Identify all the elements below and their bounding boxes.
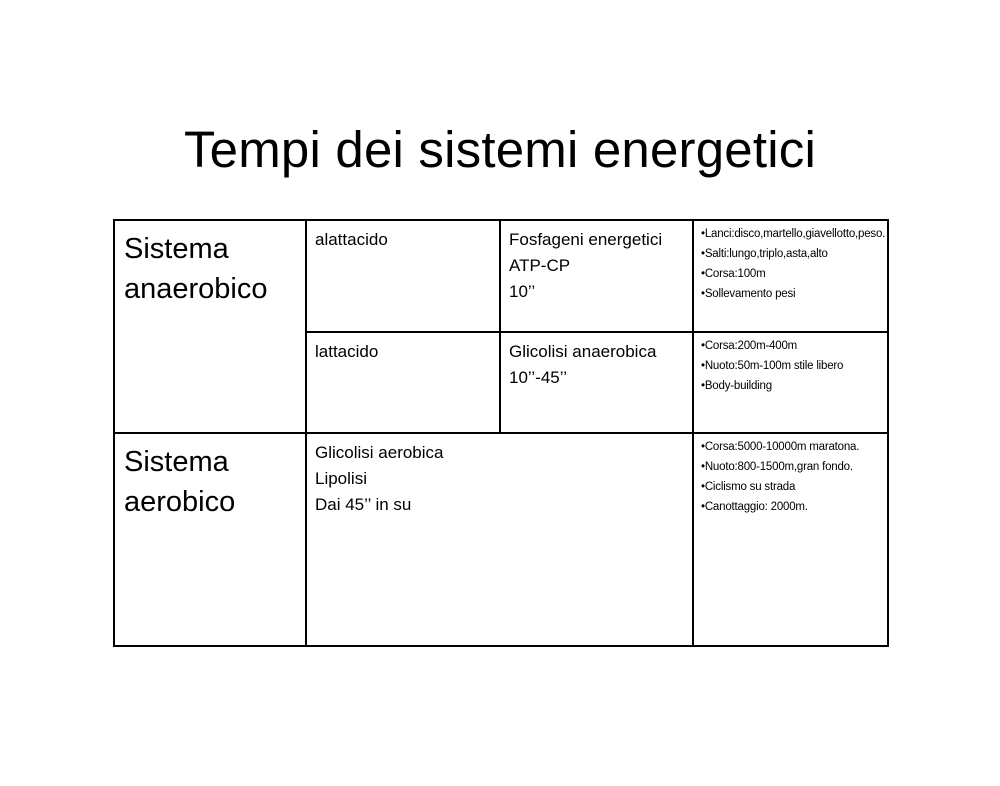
- aerobic-system-label-line2: aerobico: [124, 485, 236, 518]
- lactic-example-item: •Nuoto:50m-100m stile libero: [701, 359, 844, 372]
- alactic-example-item: •Corsa:100m: [701, 268, 766, 280]
- lactic-example-item: •Corsa:200m-400m: [701, 339, 798, 352]
- alactic-source-line1: Fosfageni energetici: [509, 230, 663, 249]
- aerobic-source-cell: [306, 433, 693, 646]
- aerobic-source-line2: Lipolisi: [315, 468, 367, 488]
- alactic-source-line2: ATP-CP: [509, 256, 571, 275]
- aerobic-source-line3: Dai 45’’ in su: [315, 494, 412, 514]
- aerobic-example-item: •Nuoto:800-1500m,gran fondo.: [701, 460, 853, 473]
- lactic-source-cell: [500, 332, 693, 433]
- table-row-alactic: [114, 220, 888, 332]
- alactic-source-cell: [500, 220, 693, 332]
- alactic-source-line3: 10’’: [509, 282, 536, 301]
- aerobic-example-item: •Corsa:5000-10000m maratona.: [701, 440, 860, 453]
- table-row-aerobic: [114, 433, 888, 646]
- lactic-example-item: •Body-building: [701, 379, 772, 392]
- alactic-example-item: •Salti:lungo,triplo,asta,alto: [701, 248, 828, 260]
- aerobic-example-item: •Canottaggio: 2000m.: [701, 500, 808, 513]
- aerobic-source-line1: Glicolisi aerobica: [315, 442, 444, 462]
- page-title: Tempi dei sistemi energetici: [183, 121, 817, 178]
- alactic-example-item: •Sollevamento pesi: [701, 288, 796, 300]
- lactic-examples-cell: [693, 332, 888, 433]
- anaerobic-system-label-line2: anaerobico: [124, 273, 268, 305]
- lactic-source-line2: 10’’-45’’: [509, 367, 567, 387]
- aerobic-example-item: •Ciclismo su strada: [701, 480, 796, 493]
- alactic-examples-cell: [693, 220, 888, 332]
- aerobic-system-label-line1: Sistema: [124, 445, 229, 478]
- lactic-label-cell: [306, 332, 500, 433]
- alactic-label: alattacido: [315, 230, 388, 249]
- aerobic-system-cell: [114, 433, 306, 646]
- lactic-source-line1: Glicolisi anaerobica: [509, 341, 657, 361]
- aerobic-examples-cell: [693, 433, 888, 646]
- anaerobic-system-label-line1: Sistema: [124, 233, 229, 265]
- energy-systems-table: [113, 219, 889, 647]
- anaerobic-system-cell: [114, 220, 306, 433]
- alactic-label-cell: [306, 220, 500, 332]
- lactic-label: lattacido: [315, 341, 379, 361]
- alactic-example-item: •Lanci:disco,martello,giavellotto,peso.: [701, 228, 886, 240]
